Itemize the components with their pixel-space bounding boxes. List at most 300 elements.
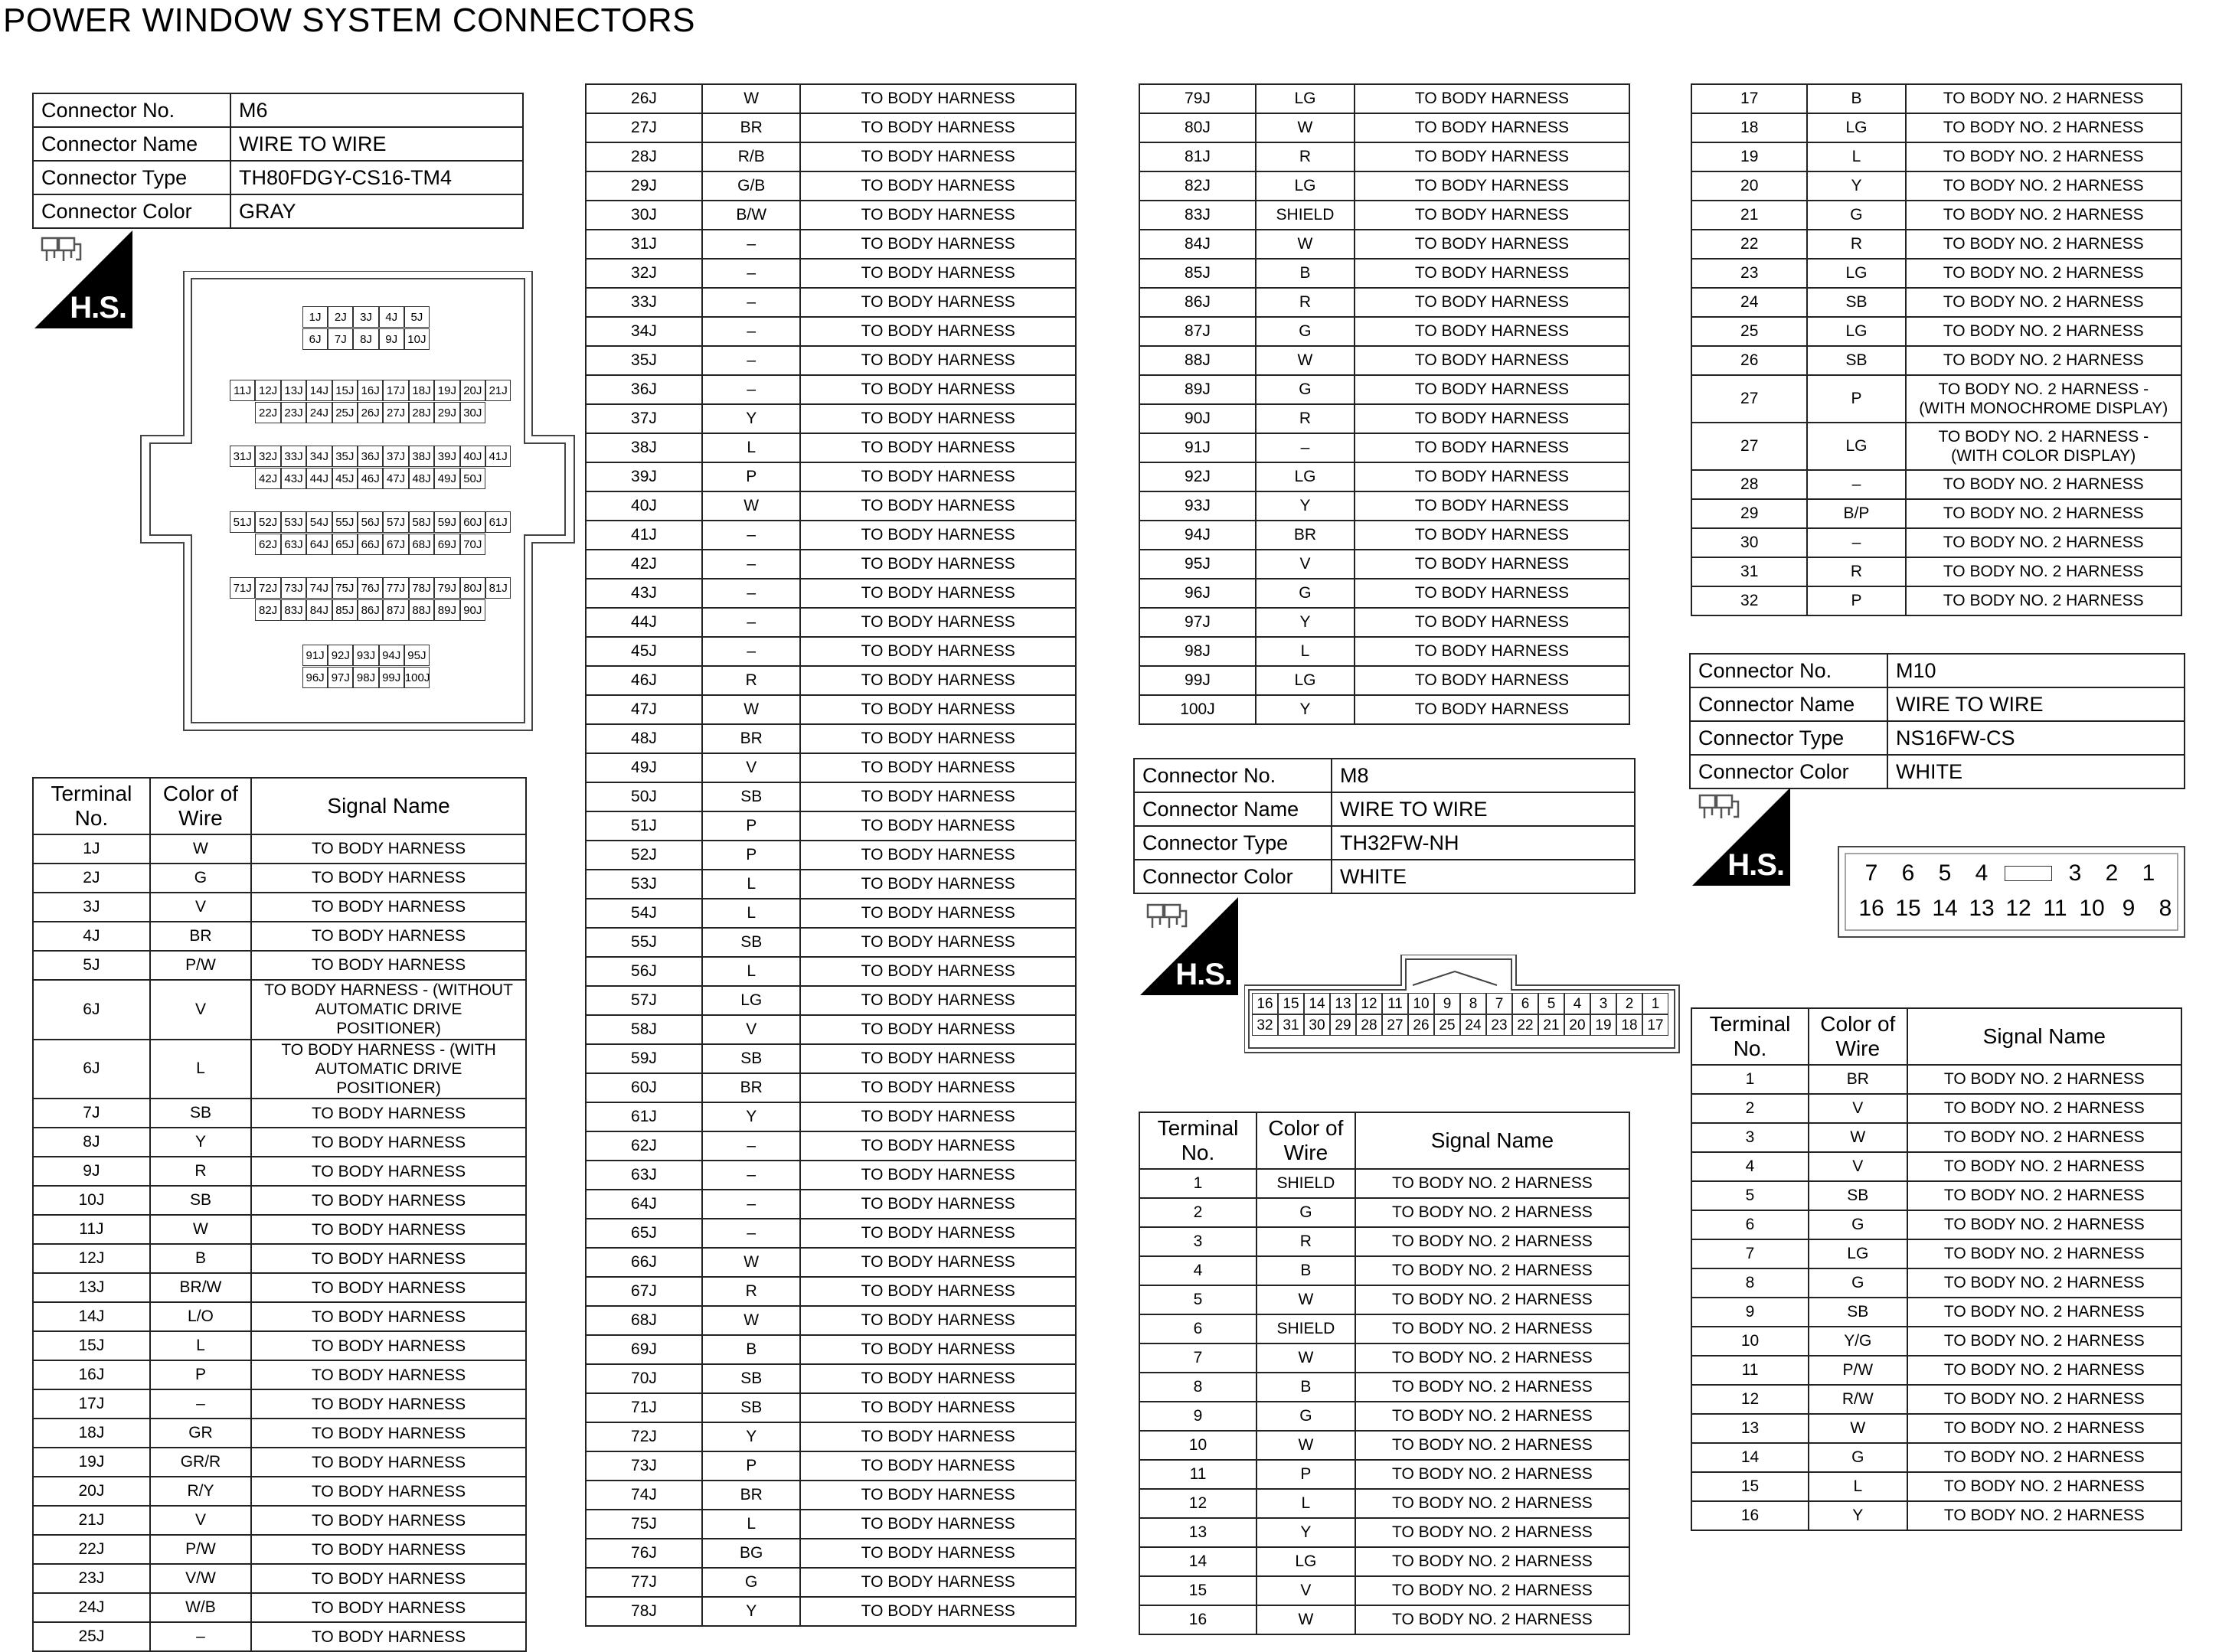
table-row [1691,586,2181,615]
terminal-no: 37J [586,404,702,433]
table-row [586,957,1076,986]
pin-cell: 32J [255,446,280,467]
table-row [33,1128,526,1157]
signal-name: TO BODY HARNESS [251,1244,526,1273]
pin-cell: 17J [383,380,408,401]
table-row [1691,470,2181,499]
wire-color: B [1257,1373,1355,1402]
table-row [33,1477,526,1506]
wire-color: Y [1256,491,1355,521]
signal-name: TO BODY NO. 2 HARNESS [1355,1343,1629,1373]
pin-cell: 6J [302,328,328,350]
table-row [33,1360,526,1389]
table-row [586,1393,1076,1422]
signal-name: TO BODY HARNESS [1355,142,1629,171]
wire-color: BR [702,724,800,753]
wire-color: V [150,980,251,1040]
pin-cell: 10 [1408,993,1434,1014]
pin-cell: 26J [358,402,383,423]
pin-cell: 63J [281,534,306,555]
signal-name: TO BODY HARNESS [251,1419,526,1448]
terminal-no: 27 [1691,423,1807,470]
wire-color: G [1257,1402,1355,1431]
pin-cell: 19J [434,380,459,401]
wire-color: – [702,608,800,637]
signal-name: TO BODY NO. 2 HARNESS - (WITH COLOR DISPLAY) [1906,423,2182,470]
table-row [586,1306,1076,1335]
wire-color: – [702,550,800,579]
pin-cell: 62J [255,534,280,555]
terminal-no: 97J [1139,608,1256,637]
signal-name: TO BODY HARNESS [1355,84,1629,113]
signal-name: TO BODY HARNESS [800,288,1076,317]
table-row [33,1593,526,1622]
wire-color: BR [702,113,800,142]
terminal-no: 5 [1139,1285,1257,1314]
table-row [1691,1268,2181,1298]
wire-color: W [702,1306,800,1335]
signal-name: TO BODY HARNESS [1355,491,1629,521]
terminal-no: 13 [1691,1414,1809,1443]
table-row [586,666,1076,695]
terminal-no: 93J [1139,491,1256,521]
pin-cell: 44J [306,468,332,489]
terminal-no: 20J [33,1477,150,1506]
pin-cell: 87J [383,599,408,621]
pin-cell: 88J [409,599,434,621]
table-row [1139,1343,1629,1373]
signal-name: TO BODY HARNESS [251,1186,526,1215]
pin-cell: 18J [409,380,434,401]
wire-color: W [1257,1285,1355,1314]
pin-cell: 20J [460,380,485,401]
signal-name: TO BODY HARNESS [800,375,1076,404]
pin-cell: 27 [1382,1014,1408,1036]
terminal-no: 14J [33,1302,150,1331]
table-row [586,899,1076,928]
pin-cell: 14 [1304,993,1330,1014]
pinout-m10 [1838,846,2186,939]
wire-color: SB [1809,1298,1907,1327]
wire-color: W [1809,1123,1907,1152]
table-row [586,841,1076,870]
table-row [1691,1210,2181,1239]
header-wire-color: Color of Wire [1809,1008,1907,1065]
signal-name: TO BODY HARNESS [800,230,1076,259]
info-row [33,127,523,161]
header-wire-color: Color of Wire [1257,1112,1355,1169]
pin-cell: 45J [332,468,358,489]
terminal-no: 30 [1691,528,1807,557]
signal-name: TO BODY NO. 2 HARNESS [1906,84,2182,113]
signal-name: TO BODY HARNESS [800,782,1076,811]
table-row [586,1044,1076,1073]
pin-cell: 33J [281,446,306,467]
pin-cell: 48J [409,468,434,489]
table-row [586,782,1076,811]
wire-color: BR/W [150,1273,251,1302]
pin-cell: 72J [255,577,280,599]
wire-color: LG [702,986,800,1015]
wire-color: R [1256,288,1355,317]
pin-cell: 82J [255,599,280,621]
wire-color: W [150,1215,251,1244]
header-wire-color: Color of Wire [150,778,251,834]
table-row [33,1244,526,1273]
wire-color: Y/G [1809,1327,1907,1356]
hs-badge-M10 [1692,788,1790,886]
signal-name: TO BODY HARNESS [1355,608,1629,637]
signal-name: TO BODY HARNESS [800,1335,1076,1364]
pinout-m8 [1244,955,1681,1054]
pin-cell: 15J [332,380,358,401]
wire-color: P [702,1451,800,1481]
pin-cell: 15 [1278,993,1304,1014]
signal-name: TO BODY HARNESS [800,1015,1076,1044]
hs-badge-M8 [1140,897,1238,995]
terminal-no: 6J [33,980,150,1040]
wire-color: P/W [150,1535,251,1564]
terminal-no: 22J [33,1535,150,1564]
terminal-no: 2 [1139,1198,1257,1227]
terminal-no: 10 [1691,1327,1809,1356]
wire-color: G [1256,317,1355,346]
wire-color: R [1256,142,1355,171]
table-row [1139,142,1629,171]
terminal-no: 26 [1691,346,1807,375]
signal-name: TO BODY HARNESS [1355,695,1629,724]
pin-cell: 3 [1590,993,1616,1014]
terminal-no: 21J [33,1506,150,1535]
wire-color: G [1809,1443,1907,1472]
pin-cell: 12 [1356,993,1382,1014]
terminal-no: 9J [33,1157,150,1186]
terminal-no: 16 [1139,1605,1257,1634]
wire-color: B [1257,1256,1355,1285]
header-signal-name: Signal Name [1355,1112,1629,1169]
terminal-no: 24J [33,1593,150,1622]
wire-color: G [1809,1268,1907,1298]
pin-cell: 8 [1460,993,1486,1014]
table-row [586,1102,1076,1131]
signal-name: TO BODY HARNESS [251,1389,526,1419]
terminal-table-m8-part1 [1139,1112,1630,1635]
pin-cell: 68J [409,534,434,555]
signal-name: TO BODY NO. 2 HARNESS [1907,1094,2181,1123]
terminal-no: 22 [1691,230,1807,259]
info-label: Connector Name [1690,687,1887,721]
pin-label: 2 [2105,860,2119,886]
wire-color: SB [702,1364,800,1393]
table-row [586,171,1076,201]
pin-cell: 92J [328,645,353,666]
pin-cell: 81J [485,577,511,599]
wire-color: V [1256,550,1355,579]
terminal-no: 12 [1139,1489,1257,1518]
wire-color: GR [150,1419,251,1448]
signal-name: TO BODY HARNESS [1355,666,1629,695]
wire-color: G [1809,1210,1907,1239]
table-row [33,1331,526,1360]
terminal-table-m6-part1 [32,777,527,1652]
terminal-no: 47J [586,695,702,724]
signal-name: TO BODY NO. 2 HARNESS [1906,346,2182,375]
wire-color: B [1256,259,1355,288]
polarity-key [2005,866,2052,881]
signal-name: TO BODY HARNESS [800,1190,1076,1219]
wire-color: Y [1807,171,1905,201]
pin-cell: 21 [1538,1014,1564,1036]
terminal-no: 67J [586,1277,702,1306]
terminal-no: 70J [586,1364,702,1393]
pin-cell: 98J [353,667,378,688]
terminal-no: 14 [1691,1443,1809,1472]
pin-cell: 31 [1278,1014,1304,1036]
wire-color: SHIELD [1257,1314,1355,1343]
wire-color: G [1256,375,1355,404]
connector-plug-icon [1697,791,1741,824]
wire-color: Y [1257,1518,1355,1547]
wire-color: – [702,375,800,404]
pin-cell: 28 [1356,1014,1382,1036]
wire-color: – [702,637,800,666]
signal-name: TO BODY NO. 2 HARNESS [1355,1373,1629,1402]
terminal-no: 54J [586,899,702,928]
wire-color: L [1256,637,1355,666]
terminal-no: 27 [1691,375,1807,423]
terminal-no: 89J [1139,375,1256,404]
wire-color: W [702,84,800,113]
info-label: Connector Name [1134,792,1332,826]
terminal-no: 86J [1139,288,1256,317]
wire-color: P [150,1360,251,1389]
table-row [1691,1327,2181,1356]
table-row [586,1015,1076,1044]
wire-color: W/B [150,1593,251,1622]
table-row [1139,695,1629,724]
table-row [1139,1227,1629,1256]
info-label: Connector Color [1134,860,1332,893]
terminal-no: 31 [1691,557,1807,586]
table-row [586,404,1076,433]
wire-color: R [702,1277,800,1306]
table-row [586,1335,1076,1364]
signal-name: TO BODY NO. 2 HARNESS [1907,1501,2181,1530]
signal-name: TO BODY HARNESS [800,462,1076,491]
terminal-no: 1 [1691,1065,1809,1094]
table-row [1691,375,2181,423]
signal-name: TO BODY HARNESS [251,1302,526,1331]
info-value: TH32FW-NH [1332,826,1635,860]
wire-color: SHIELD [1257,1169,1355,1198]
signal-name: TO BODY HARNESS [800,84,1076,113]
table-row [1691,1443,2181,1472]
wire-color: LG [1807,317,1905,346]
pin-cell: 91J [302,645,328,666]
pin-label: 9 [2122,896,2136,921]
wire-color: Y [702,1422,800,1451]
wire-color: SB [1809,1181,1907,1210]
pin-label: 7 [1864,860,1878,886]
header-terminal-no: Terminal No. [33,778,150,834]
pin-label: 16 [1858,896,1884,921]
wire-color: V [1809,1094,1907,1123]
pin-cell: 97J [328,667,353,688]
table-row [1139,1256,1629,1285]
wire-color: LG [1256,84,1355,113]
pin-cell: 9 [1434,993,1460,1014]
signal-name: TO BODY NO. 2 HARNESS [1907,1239,2181,1268]
pin-cell: 11 [1382,993,1408,1014]
wire-color: L [702,957,800,986]
wire-color: G [702,1568,800,1597]
wire-color: Y [702,1102,800,1131]
wire-color: V/W [150,1564,251,1593]
table-row [1139,1169,1629,1198]
connector-plug-icon [39,233,83,267]
signal-name: TO BODY HARNESS [800,1539,1076,1568]
table-row [1691,423,2181,470]
terminal-no: 6 [1139,1314,1257,1343]
terminal-no: 18 [1691,113,1807,142]
pin-cell: 16J [358,380,383,401]
pin-cell: 65J [332,534,358,555]
wire-color: SB [150,1099,251,1128]
wire-color: W [1257,1605,1355,1634]
terminal-no: 87J [1139,317,1256,346]
terminal-no: 75J [586,1510,702,1539]
terminal-no: 5 [1691,1181,1809,1210]
pin-label: 3 [2068,860,2082,886]
signal-name: TO BODY NO. 2 HARNESS [1355,1547,1629,1576]
table-row [586,579,1076,608]
table-row [33,1040,526,1099]
table-row [1691,1385,2181,1414]
wire-color: P [702,841,800,870]
terminal-table-m6-part2 [585,83,1077,1627]
terminal-no: 43J [586,579,702,608]
info-value: WHITE [1332,860,1635,893]
pin-cell: 39J [434,446,459,467]
terminal-table-m10 [1691,1007,2182,1531]
terminal-no: 98J [1139,637,1256,666]
info-label: Connector Name [33,127,230,161]
terminal-no: 39J [586,462,702,491]
signal-name: TO BODY NO. 2 HARNESS [1907,1268,2181,1298]
pin-label: 1 [2142,860,2155,886]
terminal-no: 32 [1691,586,1807,615]
terminal-no: 4J [33,922,150,951]
terminal-no: 57J [586,986,702,1015]
signal-name: TO BODY HARNESS [800,1510,1076,1539]
wire-color: – [702,288,800,317]
table-row [1691,557,2181,586]
signal-name: TO BODY HARNESS [800,1481,1076,1510]
info-row [1134,860,1635,893]
signal-name: TO BODY NO. 2 HARNESS [1355,1314,1629,1343]
table-row [1139,462,1629,491]
table-row [1139,1402,1629,1431]
table-row [586,201,1076,230]
info-row [1134,826,1635,860]
wire-color: V [702,1015,800,1044]
table-row [1139,201,1629,230]
signal-name: TO BODY HARNESS [800,1131,1076,1161]
table-row [1691,1501,2181,1530]
table-row [586,1510,1076,1539]
table-row [586,637,1076,666]
table-row [1691,1414,2181,1443]
signal-name: TO BODY HARNESS [800,608,1076,637]
table-row [1691,84,2181,113]
pin-cell: 53J [281,511,306,533]
table-row [586,986,1076,1015]
wire-color: – [1256,433,1355,462]
connector-info-M6 [32,93,524,229]
table-row [1139,317,1629,346]
info-row [1690,654,2185,687]
signal-name: TO BODY NO. 2 HARNESS [1355,1256,1629,1285]
pin-cell: 1J [302,306,328,328]
wire-color: G [150,864,251,893]
pin-cell: 5J [404,306,430,328]
wire-color: Y [1256,695,1355,724]
terminal-no: 96J [1139,579,1256,608]
terminal-no: 27J [586,113,702,142]
table-row [1139,404,1629,433]
wire-color: – [702,259,800,288]
signal-name: TO BODY HARNESS [800,1597,1076,1626]
table-row [1139,1431,1629,1460]
terminal-no: 77J [586,1568,702,1597]
signal-name: TO BODY HARNESS [1355,317,1629,346]
info-label: Connector No. [1690,654,1887,687]
table-row [1139,346,1629,375]
signal-name: TO BODY HARNESS [800,579,1076,608]
table-row [586,346,1076,375]
signal-name: TO BODY HARNESS [1355,259,1629,288]
wire-color: W [1256,113,1355,142]
table-row [33,1448,526,1477]
pin-cell: 17 [1642,1014,1668,1036]
signal-name: TO BODY NO. 2 HARNESS [1907,1356,2181,1385]
pin-cell: 7 [1486,993,1512,1014]
signal-name: TO BODY HARNESS [251,1331,526,1360]
pin-cell: 75J [332,577,358,599]
pin-cell: 80J [460,577,485,599]
wire-color: SB [1807,288,1905,317]
pin-cell: 36J [358,446,383,467]
terminal-no: 13 [1139,1518,1257,1547]
table-row [1139,1547,1629,1576]
table-row [586,259,1076,288]
info-value: WHITE [1887,755,2185,788]
table-row [1139,375,1629,404]
wire-color: V [150,1506,251,1535]
signal-name: TO BODY HARNESS [800,870,1076,899]
pin-cell: 46J [358,468,383,489]
signal-name: TO BODY HARNESS [800,1568,1076,1597]
terminal-no: 13J [33,1273,150,1302]
terminal-no: 6 [1691,1210,1809,1239]
table-row [586,1451,1076,1481]
table-row [1691,528,2181,557]
hs-label: H.S. [1175,958,1232,991]
wire-color: B/W [702,201,800,230]
pin-label: 10 [2079,896,2105,921]
pin-cell: 54J [306,511,332,533]
wire-color: P [1257,1460,1355,1489]
